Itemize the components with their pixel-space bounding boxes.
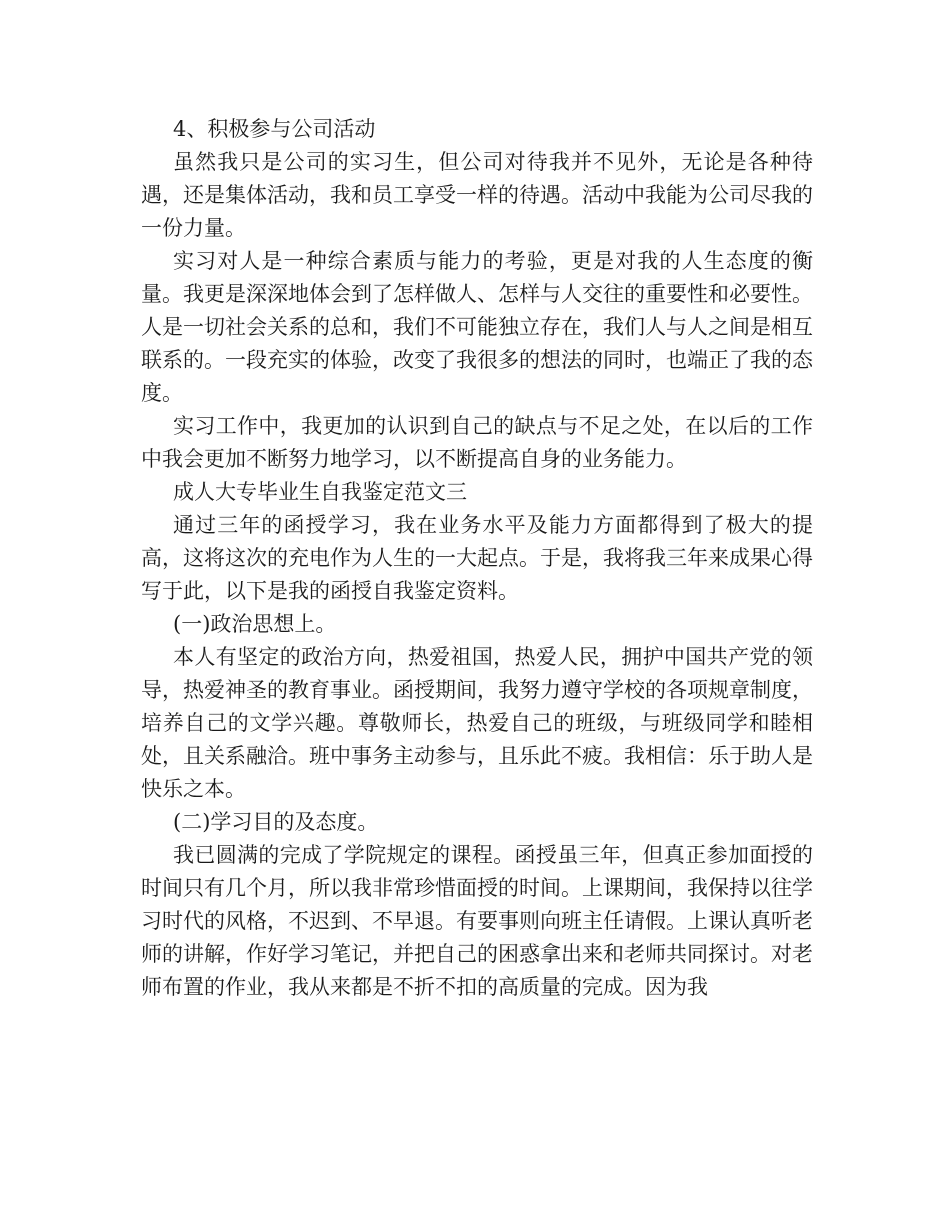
paragraph-intern-treatment: 虽然我只是公司的实习生，但公司对待我并不见外，无论是各种待遇，还是集体活动，我和员工享受一样的待遇。活动中我能为公司尽我的一份力量。 bbox=[141, 150, 813, 240]
section-heading-sample-three: 成人大专毕业生自我鉴定范文三 bbox=[173, 480, 467, 504]
paragraph-study-attitude: 我已圆满的完成了学院规定的课程。函授虽三年，但真正参加面授的时间只有几个月，所以我非常珍惜面授的时间。上课期间，我保持以往学习时代的风格，不迟到、不早退。有要事则向班主任请假。上课认真听老师的讲解，作好学习笔记，并把自己的困惑拿出来和老师共同探讨。对老师布置的作业，我从来都是不折不扣的高质量的完成。因为我 bbox=[141, 843, 813, 999]
section-heading-study-attitude: (二)学习目的及态度。 bbox=[173, 810, 379, 834]
section-heading-political: (一)政治思想上。 bbox=[173, 612, 337, 636]
document-page bbox=[141, 113, 813, 1004]
paragraph-internship-reflection: 实习对人是一种综合素质与能力的考验，更是对我的人生态度的衡量。我更是深深地体会到了怎样做人、怎样与人交往的重要性和必要性。人是一切社会关系的总和，我们不可能独立存在，我们人与人之间是相互联系的。一段充实的体验，改变了我很多的想法的同时，也端正了我的态度。 bbox=[141, 249, 813, 405]
paragraph-political-thought: 本人有坚定的政治方向，热爱祖国，热爱人民，拥护中国共产党的领导，热爱神圣的教育事业。函授期间，我努力遵守学校的各项规章制度，培养自己的文学兴趣。尊敬师长，热爱自己的班级，与班级同学和睦相处，且关系融洽。班中事务主动参与，且乐此不疲。我相信：乐于助人是快乐之本。 bbox=[141, 645, 813, 801]
paragraph-correspondence-study: 通过三年的函授学习，我在业务水平及能力方面都得到了极大的提高，这将这次的充电作为人生的一大起点。于是，我将我三年来成果心得写于此，以下是我的函授自我鉴定资料。 bbox=[141, 513, 813, 603]
paragraph-shortcomings: 实习工作中，我更加的认识到自己的缺点与不足之处，在以后的工作中我会更加不断努力地学习，以不断提高自身的业务能力。 bbox=[141, 414, 813, 471]
section-heading-activities: 4、积极参与公司活动 bbox=[173, 117, 376, 141]
